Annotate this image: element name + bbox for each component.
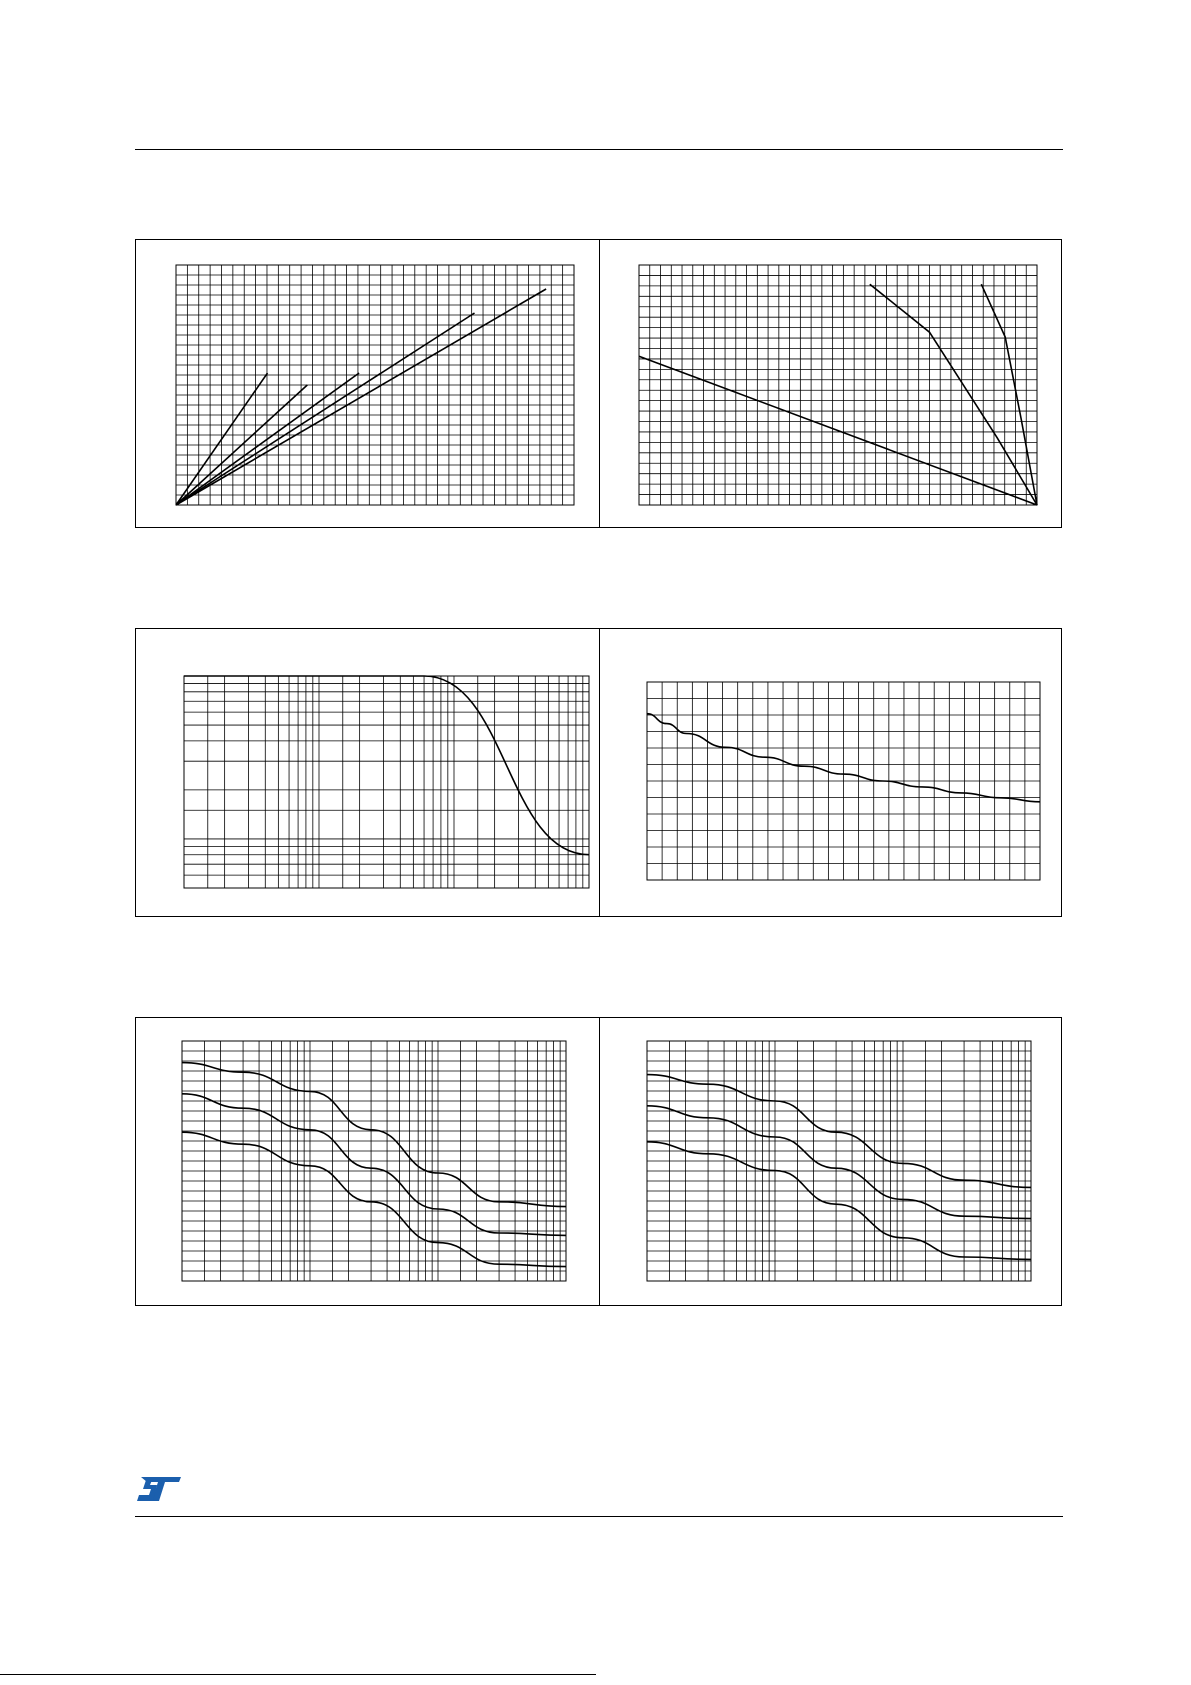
plot-frame [639, 265, 1037, 505]
header-rule [135, 149, 1063, 150]
chart-3 [136, 629, 599, 918]
bottom-edge-line [0, 1674, 596, 1675]
chart-4 [600, 629, 1063, 918]
chart-6 [600, 1018, 1063, 1307]
st-logo-icon [135, 1475, 183, 1503]
grid [176, 265, 574, 505]
series-line [176, 313, 475, 505]
grid [647, 682, 1040, 880]
series-line [647, 1106, 1031, 1219]
chart-row-1 [135, 239, 1062, 528]
chart-2 [600, 240, 1063, 529]
series-line [184, 676, 589, 855]
series-line [182, 1094, 566, 1236]
series-line [176, 289, 546, 505]
series-line [639, 356, 1037, 505]
grid [647, 1041, 1031, 1281]
chart-1 [136, 240, 599, 529]
footer-rule [135, 1516, 1063, 1517]
series-line [182, 1063, 566, 1207]
grid [182, 1041, 566, 1281]
plot-frame [184, 676, 589, 888]
chart-5 [136, 1018, 599, 1307]
grid [639, 265, 1037, 505]
chart-row-2 [135, 628, 1062, 917]
chart-row-3 [135, 1017, 1062, 1306]
grid [184, 676, 589, 888]
series-line [182, 1132, 566, 1266]
